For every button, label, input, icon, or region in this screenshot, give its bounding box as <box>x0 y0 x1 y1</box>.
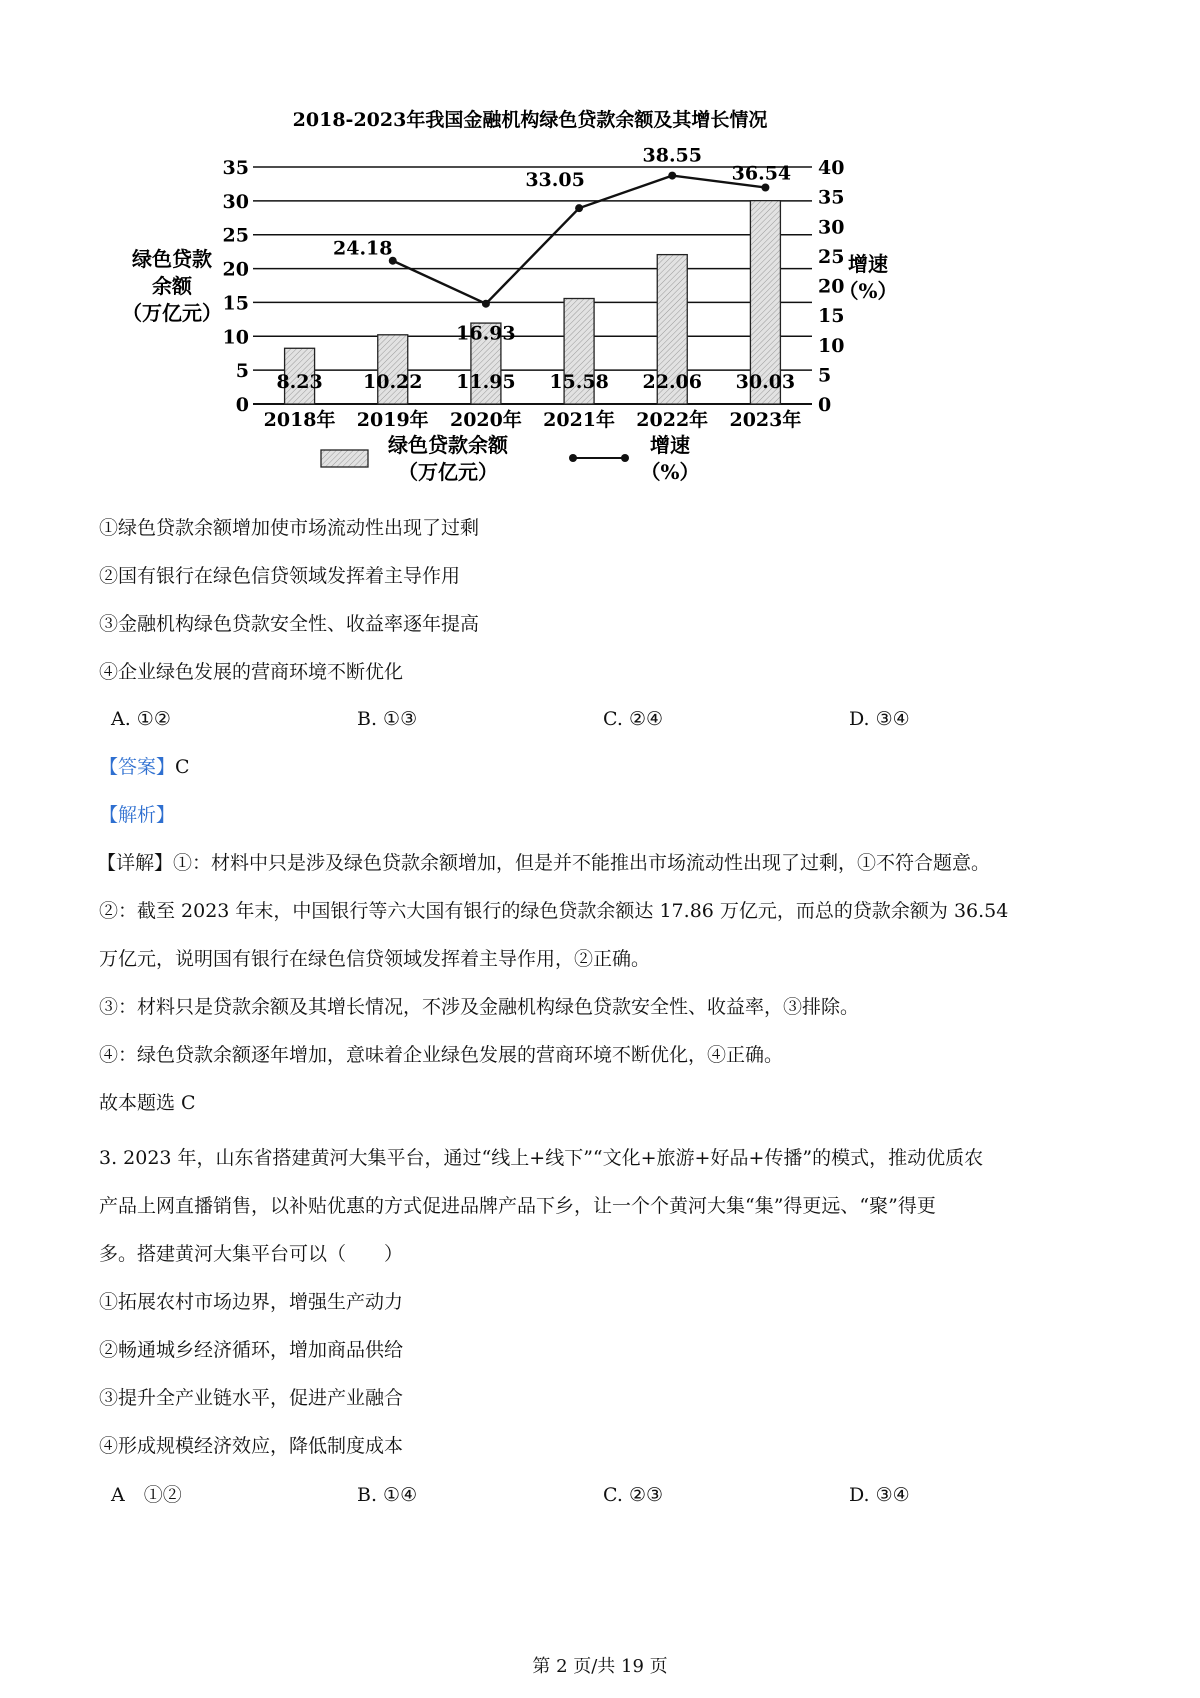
detail-tag: 【详解】 <box>97 852 174 874</box>
growth-value-label: 24.18 <box>333 237 393 260</box>
chart-title: 2018-2023年我国金融机构绿色贷款余额及其增长情况 <box>292 109 768 131</box>
bar-value-label: 30.03 <box>735 371 796 393</box>
right-tick-label: 0 <box>818 394 832 416</box>
bar-value-label: 8.23 <box>276 371 323 393</box>
bar-value-label: 10.22 <box>363 371 423 393</box>
right-tick-label: 5 <box>818 364 832 387</box>
left-axis-title: 余额 <box>152 274 192 298</box>
legend-line-dot <box>569 454 577 462</box>
x-tick-label: 2021年 <box>543 409 616 431</box>
detail-line-1 <box>97 850 990 876</box>
q2-statement-1: ①绿色贷款余额增加使市场流动性出现了过剩 <box>99 517 480 539</box>
legend-bar-label: 绿色贷款余额 <box>388 433 508 457</box>
legend-line-label: 增速 <box>650 433 690 457</box>
growth-point <box>482 300 490 308</box>
left-axis-title: 绿色贷款 <box>132 247 212 271</box>
legend-bar-label: （万亿元） <box>398 460 498 484</box>
analysis-tag: 【解析】 <box>99 804 176 826</box>
q3-stem-line-3: 多。搭建黄河大集平台可以（ ） <box>99 1243 404 1265</box>
right-axis-title: 增速 <box>848 252 888 276</box>
answer-value: C <box>175 756 190 778</box>
bar <box>378 335 408 404</box>
left-tick-label: 10 <box>222 326 249 349</box>
right-tick-label: 35 <box>818 186 845 209</box>
detail-line-5: ④：绿色贷款余额逐年增加，意味着企业绿色发展的营商环境不断优化，④正确。 <box>99 1044 784 1066</box>
legend-line-label: （%） <box>640 460 700 484</box>
left-tick-label: 0 <box>235 394 249 416</box>
left-tick-label: 5 <box>235 360 249 383</box>
q3-stem-line-2: 产品上网直播销售，以补贴优惠的方式促进品牌产品下乡，让一个个黄河大集“集”得更远、“聚”得更 <box>99 1195 936 1217</box>
q2-statement-3: ③金融机构绿色贷款安全性、收益率逐年提高 <box>99 613 480 635</box>
q2-option-c: C. ②④ <box>603 708 664 730</box>
detail-line-4: ③：材料只是贷款余额及其增长情况，不涉及金融机构绿色贷款安全性、收益率，③排除。 <box>99 996 860 1018</box>
left-tick-label: 25 <box>222 224 249 247</box>
q3-option-b: B. ①④ <box>357 1484 418 1506</box>
x-tick-label: 2018年 <box>263 409 336 431</box>
growth-value-label: 36.54 <box>731 162 792 185</box>
right-tick-label: 40 <box>818 157 845 179</box>
right-axis-title: （%） <box>838 279 898 303</box>
q2-option-b: B. ①③ <box>357 708 418 730</box>
left-tick-label: 20 <box>222 258 249 281</box>
growth-line <box>393 176 766 304</box>
x-tick-label: 2019年 <box>356 409 429 431</box>
legend-bar-swatch <box>321 450 368 467</box>
right-tick-label: 30 <box>818 216 845 239</box>
growth-point <box>761 184 769 192</box>
bar-value-label: 22.06 <box>642 371 702 393</box>
growth-value-label: 16.93 <box>456 322 516 345</box>
growth-value-label: 33.05 <box>525 169 585 192</box>
right-tick-label: 25 <box>818 245 845 268</box>
q3-statement-3: ③提升全产业链水平，促进产业融合 <box>99 1387 404 1409</box>
x-tick-label: 2022年 <box>636 409 709 431</box>
left-tick-label: 30 <box>222 190 249 213</box>
detail-line-2: ②：截至 2023 年末，中国银行等六大国有银行的绿色贷款余额达 17.86 万亿元，而总的贷款余额为 36.54 <box>99 900 1009 922</box>
left-tick-label: 35 <box>222 157 249 179</box>
answer-tag: 【答案】 <box>99 756 176 778</box>
left-tick-label: 15 <box>222 292 249 315</box>
page-footer: 第 2 页/共 19 页 <box>532 1656 668 1677</box>
q3-statement-1: ①拓展农村市场边界，增强生产动力 <box>99 1291 404 1313</box>
q3-statement-4: ④形成规模经济效应，降低制度成本 <box>99 1435 404 1457</box>
q3-statement-2: ②畅通城乡经济循环，增加商品供给 <box>99 1339 404 1361</box>
bar-value-label: 15.58 <box>549 371 609 393</box>
growth-point <box>668 172 676 180</box>
q3-option-c: C. ②③ <box>603 1484 664 1506</box>
q2-answer <box>99 754 190 780</box>
q3-stem-line-1: 3. 2023 年，山东省搭建黄河大集平台，通过“线上+线下”“文化+旅游+好品+传播”的模式，推动优质农 <box>99 1147 984 1169</box>
growth-value-label: 38.55 <box>642 144 702 167</box>
right-tick-label: 15 <box>818 305 845 328</box>
bar-value-label: 11.95 <box>456 371 516 393</box>
q2-statement-2: ②国有银行在绿色信贷领域发挥着主导作用 <box>99 565 461 587</box>
legend-line-dot <box>621 454 629 462</box>
growth-point <box>575 204 583 212</box>
detail-text-1: ①：材料中只是涉及绿色贷款余额增加，但是并不能推出市场流动性出现了过剩，①不符合题意。 <box>173 852 991 874</box>
q2-option-a: A. ①② <box>111 708 171 730</box>
left-axis-title: （万亿元） <box>122 301 222 325</box>
right-tick-label: 10 <box>818 334 845 357</box>
conclusion: 故本题选 C <box>99 1092 196 1114</box>
x-tick-label: 2023年 <box>729 409 802 431</box>
green-loan-chart <box>0 0 1200 490</box>
q2-option-d: D. ③④ <box>849 708 910 730</box>
q3-option-d: D. ③④ <box>849 1484 910 1506</box>
right-tick-label: 20 <box>818 275 845 298</box>
detail-line-3: 万亿元，说明国有银行在绿色信贷领域发挥着主导作用，②正确。 <box>99 948 651 970</box>
q2-statement-4: ④企业绿色发展的营商环境不断优化 <box>99 661 404 683</box>
q3-option-a: A ①② <box>111 1484 182 1506</box>
x-tick-label: 2020年 <box>449 409 522 431</box>
